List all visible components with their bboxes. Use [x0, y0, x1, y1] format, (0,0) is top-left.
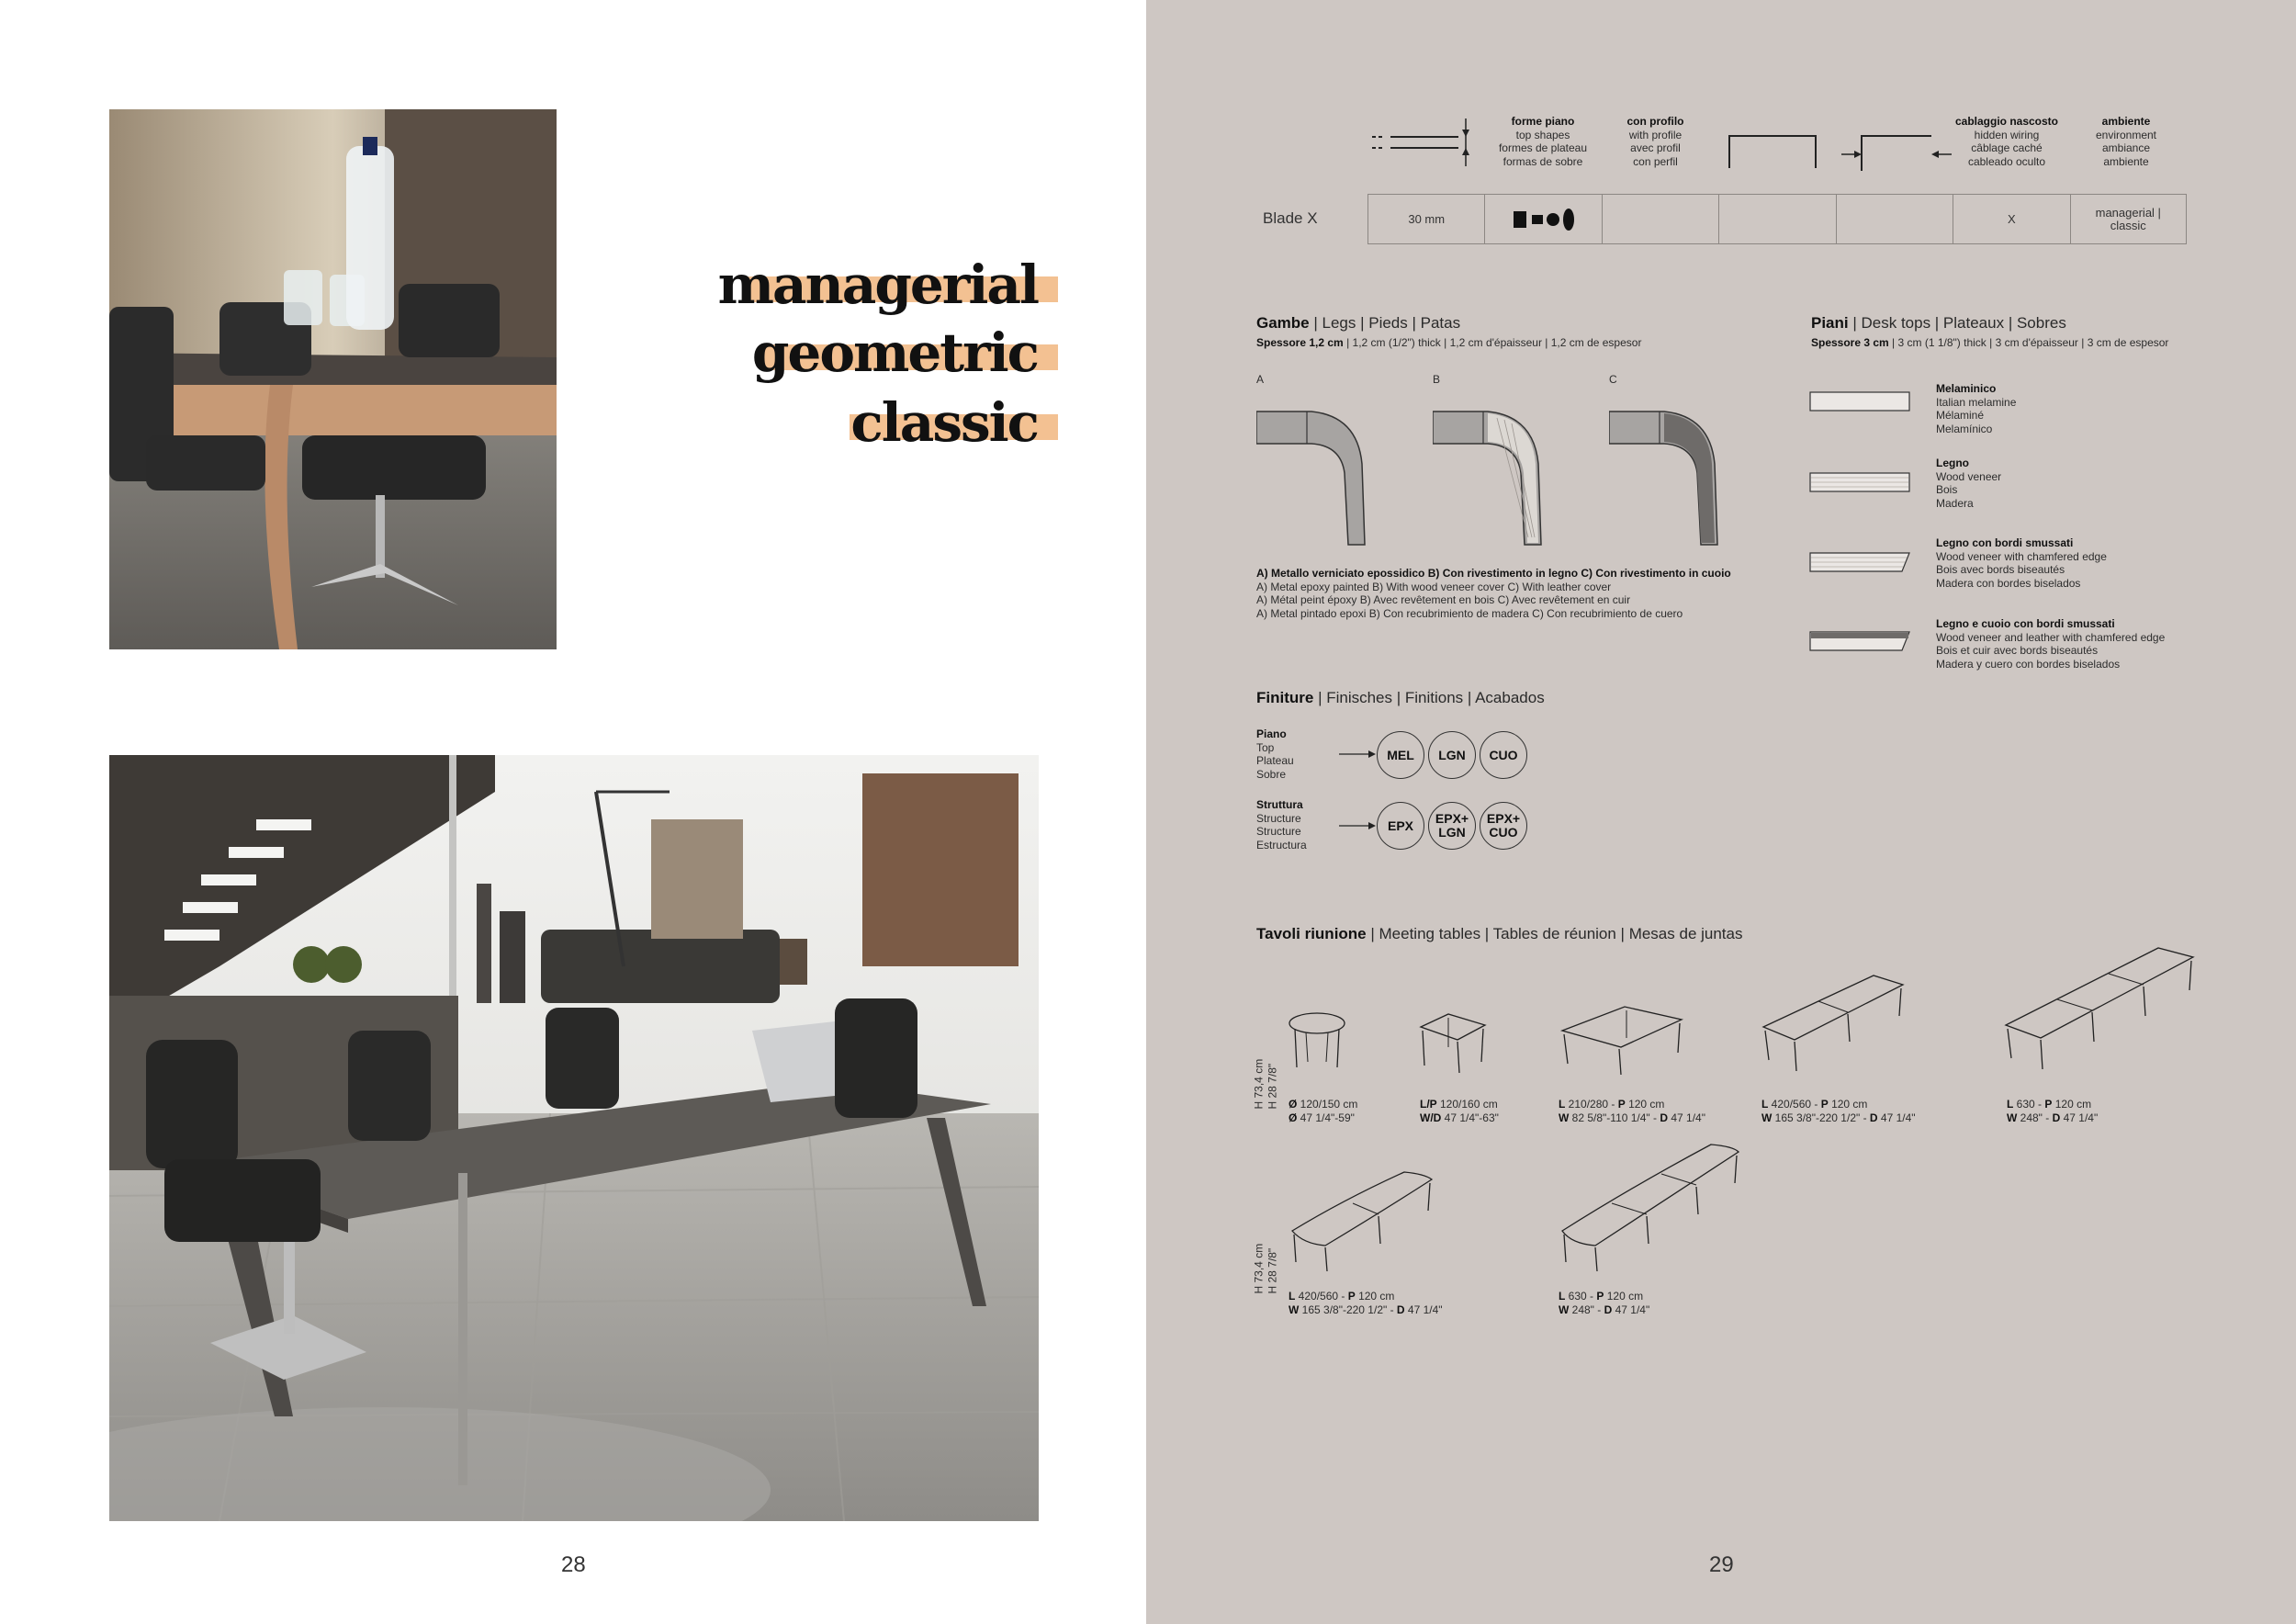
piano-item-legno-smussati: Legno con bordi smussati Wood veneer with chamfered edge Bois avec bords biseautés Madera con bordes biselados	[1936, 536, 2107, 590]
table-round-icon	[1286, 1010, 1350, 1075]
col-forme-piano: forme piano top shapes formes de plateau formas de sobre	[1498, 115, 1588, 168]
slogan-line-classic: classic	[850, 391, 1038, 454]
gambe-title: Gambe | Legs | Pieds | Patas	[1256, 314, 1461, 332]
page-number-left: 28	[561, 1552, 586, 1577]
table-caption-2: L/P 120/160 cm W/D 47 1/4"-63"	[1420, 1098, 1499, 1124]
table-square-icon	[1417, 1010, 1491, 1075]
spec-ambiente: managerial | classic	[2095, 205, 2161, 232]
finish-code-lgn: LGN	[1428, 731, 1476, 779]
piani-title: Piani | Desk tops | Plateaux | Sobres	[1811, 314, 2066, 332]
photo-meeting-room	[109, 755, 1039, 1521]
leg-label-a: A	[1256, 373, 1265, 386]
finish-code-cuo: CUO	[1480, 731, 1527, 779]
top-melamine-icon	[1809, 390, 1912, 414]
finish-code-epx-cuo: EPX+ CUO	[1480, 802, 1527, 850]
slogan-line-geometric: geometric	[751, 321, 1038, 384]
piani-subtitle: Spessore 3 cm | 3 cm (1 1/8") thick | 3 cm d'épaisseur | 3 cm de espesor	[1811, 336, 2169, 349]
height-label-row1: H 73,4 cm H 28 7/8"	[1252, 1058, 1278, 1110]
gambe-subtitle: Spessore 1,2 cm | 1,2 cm (1/2") thick | 1,2 cm d'épaisseur | 1,2 cm de espesor	[1256, 336, 1642, 349]
table-boat-long-icon	[1559, 1139, 1742, 1272]
finiture-piano-arrow-icon	[1339, 749, 1376, 760]
table-extra-long-icon	[2004, 944, 2197, 1073]
piano-item-legno: Legno Wood veneer Bois Madera	[1936, 457, 2002, 510]
left-page	[0, 0, 1146, 1624]
leg-a-metal-icon	[1256, 409, 1385, 547]
table-caption-4: L 420/560 - P 120 cm W 165 3/8"-220 1/2" - D 47 1/4"	[1761, 1098, 1916, 1124]
spec-empty-3	[1837, 195, 1953, 243]
table-caption-7: L 630 - P 120 cm W 248" - D 47 1/4"	[1559, 1290, 1650, 1316]
gambe-description: A) Metallo verniciato epossidico B) Con rivestimento in legno C) Con rivestimento in cuoio A) Metal epoxy painted B) With wood veneer cover C) With leather cover A) Métal peint époxy B) Avec revêtement en bois C) Avec revêtement en cuir A) Metal pintado epoxi B) Con recubrimiento de madera C) Con recubrimiento de cuero	[1256, 567, 1731, 620]
finish-code-mel: MEL	[1377, 731, 1424, 779]
col-cablaggio: cablaggio nascosto hidden wiring câblage caché cableado oculto	[1954, 115, 2059, 168]
finiture-title: Finiture | Finisches | Finitions | Acabados	[1256, 689, 1545, 706]
spec-cablaggio-mark: X	[1953, 195, 2070, 243]
slogan-line-managerial: managerial	[717, 254, 1038, 316]
hidden-wiring-icon	[1841, 129, 1952, 173]
top-shape-thickness-icon	[1370, 115, 1473, 170]
spec-table	[1367, 194, 2187, 244]
col-con-profilo: con profilo with profile avec profil con perfil	[1626, 115, 1684, 168]
finish-code-epx-lgn: EPX+ LGN	[1428, 802, 1476, 850]
spec-profile-empty	[1603, 195, 1719, 243]
table-boat-icon	[1289, 1167, 1435, 1272]
table-rect-icon	[1559, 1003, 1687, 1077]
spec-row-name: Blade X	[1263, 209, 1318, 227]
spec-thickness: 30 mm	[1368, 195, 1485, 243]
leg-c-leather-icon	[1609, 409, 1738, 547]
finiture-struttura-label: Struttura Structure Structure Estructura	[1256, 798, 1307, 851]
piano-item-melaminico: Melaminico Italian melamine Mélaminé Melamínico	[1936, 382, 2017, 435]
top-wood-chamfered-icon	[1809, 551, 1912, 575]
finiture-piano-label: Piano Top Plateau Sobre	[1256, 727, 1294, 781]
page-number-right: 29	[1709, 1552, 1734, 1577]
table-caption-1: Ø 120/150 cm Ø 47 1/4"-59"	[1289, 1098, 1358, 1124]
photo-table-detail	[109, 109, 557, 649]
table-caption-6: L 420/560 - P 120 cm W 165 3/8"-220 1/2" - D 47 1/4"	[1289, 1290, 1443, 1316]
col-ambiente: ambiente environment ambiance ambiente	[2095, 115, 2157, 168]
top-shapes-icon	[1512, 208, 1576, 231]
leg-b-wood-icon	[1433, 409, 1561, 547]
piano-item-legno-cuoio-smussati: Legno e cuoio con bordi smussati Wood veneer and leather with chamfered edge Bois et cuir avec bords biseautés Madera y cuero con bordes biselados	[1936, 617, 2166, 671]
spec-empty-2	[1719, 195, 1836, 243]
tavoli-title: Tavoli riunione | Meeting tables | Tables de réunion | Mesas de juntas	[1256, 925, 1743, 942]
top-wood-leather-chamfered-icon	[1809, 630, 1912, 654]
table-long-icon	[1761, 972, 1908, 1073]
table-caption-5: L 630 - P 120 cm W 248" - D 47 1/4"	[2007, 1098, 2099, 1124]
height-label-row2: H 73,4 cm H 28 7/8"	[1252, 1243, 1278, 1294]
finish-code-epx: EPX	[1377, 802, 1424, 850]
table-caption-3: L 210/280 - P 120 cm W 82 5/8"-110 1/4" - D 47 1/4"	[1559, 1098, 1705, 1124]
top-wood-icon	[1809, 471, 1912, 495]
leg-label-b: B	[1433, 373, 1441, 386]
leg-label-c: C	[1609, 373, 1617, 386]
finiture-struttura-arrow-icon	[1339, 820, 1376, 831]
profile-icon	[1727, 133, 1818, 170]
spec-shapes	[1485, 195, 1602, 243]
